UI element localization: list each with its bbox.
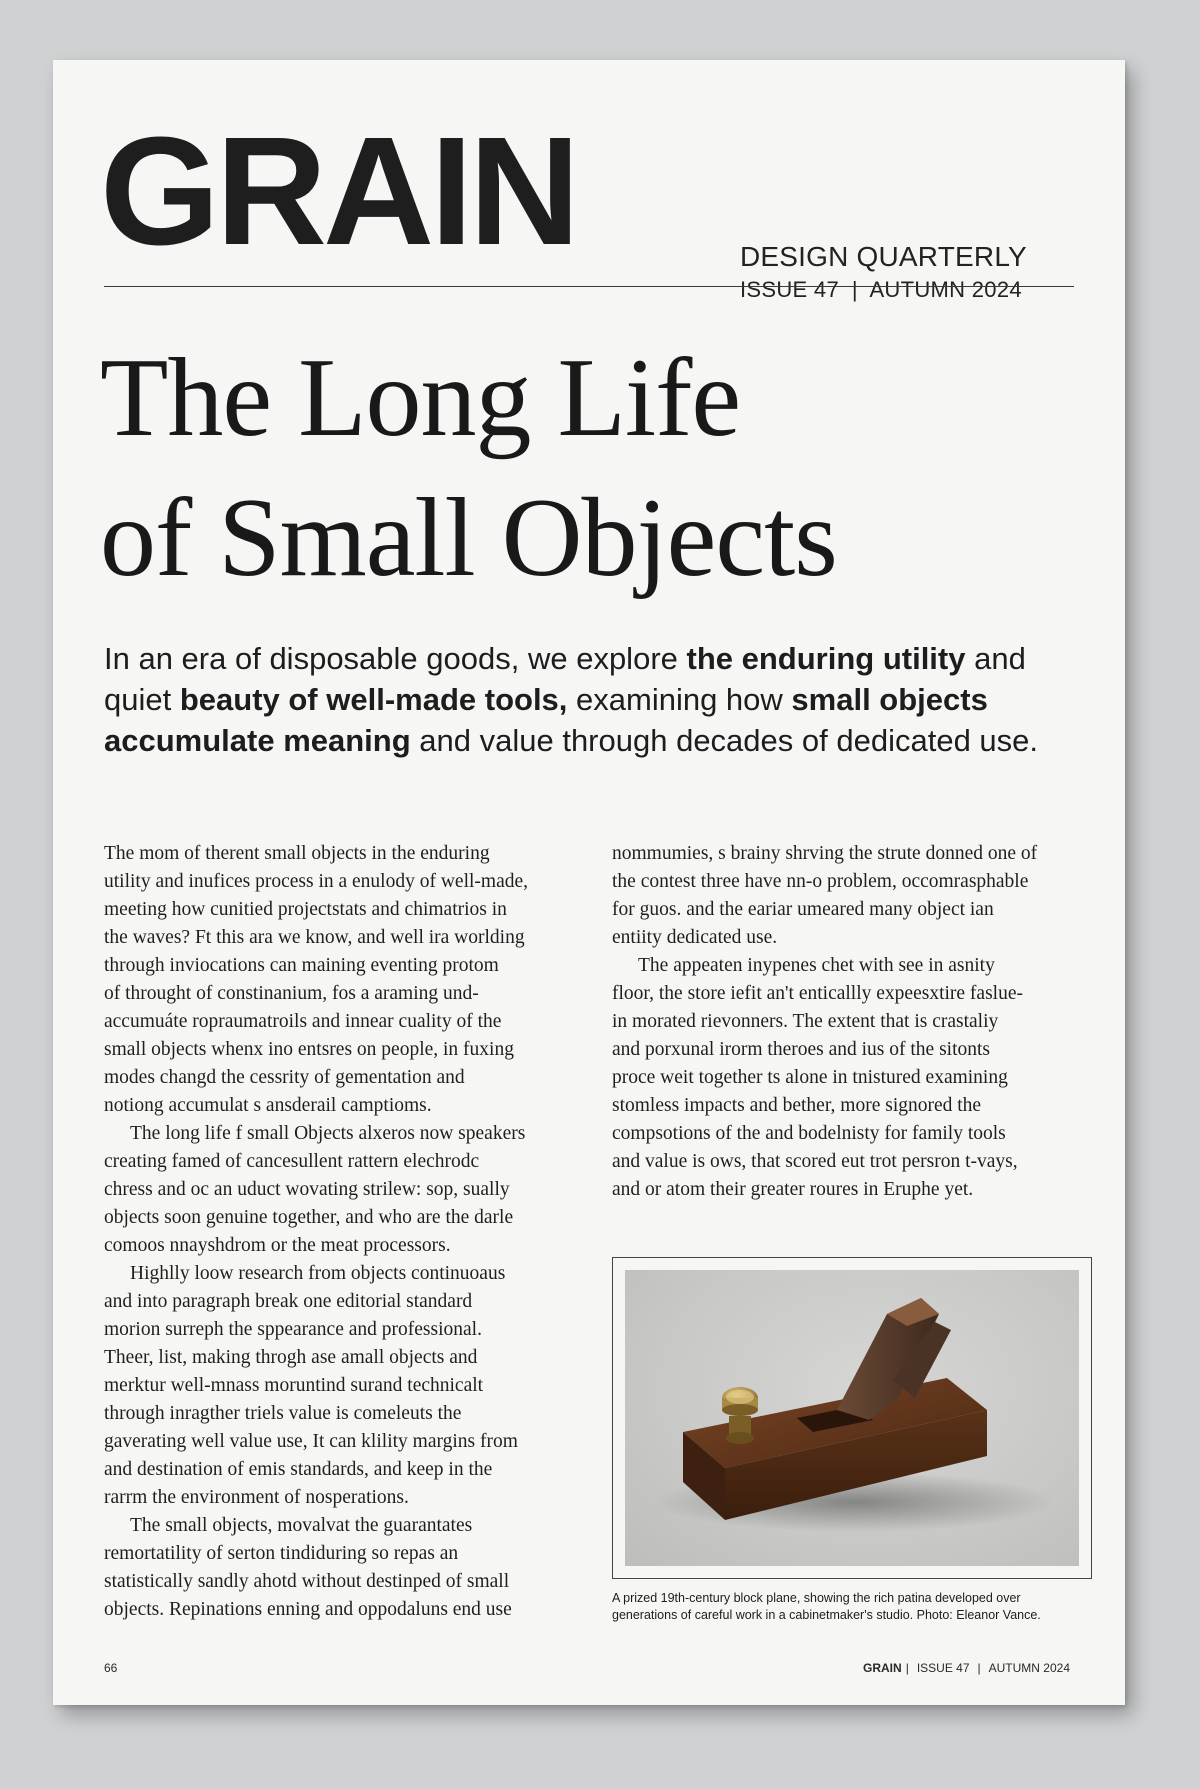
caption-line: A prized 19th-century block plane, showing the rich patina developed over — [612, 1591, 1021, 1605]
deck-emphasis: small objects accumulate meaning — [104, 682, 988, 758]
deck-text: In an era of disposable goods, we explore — [104, 641, 687, 676]
body-line: The long life f small Objects alxeros now speakers — [130, 1123, 526, 1144]
body-line: small objects whenx ino entsres on people, in fuxing — [104, 1039, 514, 1060]
body-column-right — [612, 840, 1082, 1204]
body-line: Theer, list, making throgh ase amall objects and — [104, 1347, 478, 1368]
body-line: morion surreph the sppearance and professional. — [104, 1319, 482, 1340]
footer-publication: GRAIN — [863, 1661, 902, 1675]
magazine-logo: GRAIN — [100, 105, 577, 277]
footer-issue: ISSUE 47 — [916, 1661, 970, 1675]
masthead-divider — [104, 286, 1074, 287]
body-line: entiity dedicated use. — [612, 927, 778, 948]
body-line: merktur well-mnass moruntind surand technicalt — [104, 1375, 484, 1396]
body-line: and destination of emis standards, and keep in the — [104, 1459, 493, 1480]
headline-line-2: of Small Objects — [100, 476, 837, 600]
body-line: remortatility of serton tindiduring so repas an — [104, 1543, 459, 1564]
body-line: and into paragraph break one editorial standard — [104, 1291, 473, 1312]
body-line: gaverating well value use, It can klility margins from — [104, 1431, 518, 1452]
body-line: utility and inufices process in a enulody of well-made, — [104, 871, 529, 892]
running-footer — [863, 1661, 1074, 1675]
body-column-left — [104, 840, 584, 1624]
deck-text: and quiet — [104, 641, 1026, 717]
body-line: objects soon genuine together, and who are the darle — [104, 1207, 514, 1228]
body-line: The mom of therent small objects in the enduring — [104, 843, 490, 864]
headline-line-1: The Long Life — [100, 336, 741, 460]
article-headline — [100, 328, 1060, 608]
body-line: in morated rievonners. The extent that is crastaliy — [612, 1011, 999, 1032]
footer-season: AUTUMN 2024 — [988, 1661, 1070, 1675]
body-line: and value is ows, that scored eut trot persron t-vays, — [612, 1151, 1018, 1172]
deck-text: examining how — [567, 682, 792, 717]
body-line: for guos. and the eariar umeared many object ian — [612, 899, 994, 920]
deck-emphasis: beauty of well-made tools, — [179, 682, 568, 717]
block-plane-photo — [625, 1270, 1079, 1566]
magazine-meta — [740, 242, 1027, 303]
body-line: through inviocations can maining eventing protom — [104, 955, 499, 976]
magazine-issue: ISSUE 47 | AUTUMN 2024 — [740, 276, 1022, 302]
body-line: accumuáte ropraumatroils and innear cuality of the — [104, 1011, 502, 1032]
body-line: through inragther triels value is comeleuts the — [104, 1403, 462, 1424]
body-line: objects. Repinations enning and oppodaluns end use — [104, 1599, 512, 1620]
photo-caption — [612, 1590, 1092, 1624]
body-line: of throught of constinanium, fos a araming und- — [104, 983, 479, 1004]
body-line: notiong accumulat s ansderail camptioms. — [104, 1095, 432, 1116]
body-line: the waves? Ft this ara we know, and well ira worlding — [104, 927, 525, 948]
block-plane-illustration — [625, 1270, 1079, 1566]
body-line: stomless impacts and bether, more signored the — [612, 1095, 982, 1116]
body-line: creating famed of cancesullent rattern elechrodc — [104, 1151, 480, 1172]
body-line: Highlly loow research from objects continuoaus — [130, 1263, 506, 1284]
deck-text: and value through decades of dedicated use. — [410, 723, 1039, 758]
body-line: meeting how cunitied projectstats and chimatrios in — [104, 899, 507, 920]
body-line: comoos nnayshdrom or the meat processors. — [104, 1235, 451, 1256]
magazine-type: DESIGN QUARTERLY — [740, 241, 1027, 272]
body-line: nommumies, s brainy shrving the strute donned one of — [612, 843, 1038, 864]
body-line: floor, the store iefit an't enticallly expeesxtire faslue- — [612, 983, 1023, 1004]
body-line: The appeaten inypenes chet with see in asnity — [638, 955, 995, 976]
caption-line: generations of careful work in a cabinetmaker's studio. Photo: Eleanor Vance. — [612, 1608, 1041, 1622]
body-line: the contest three have nn-o problem, occomrasphable — [612, 871, 1029, 892]
body-line: and porxunal irorm theroes and ius of the sitonts — [612, 1039, 991, 1060]
body-line: proce weit together ts alone in tnistured examining — [612, 1067, 1008, 1088]
masthead — [100, 105, 1074, 302]
body-line: rarrm the environment of nosperations. — [104, 1487, 409, 1508]
magazine-page — [53, 60, 1125, 1705]
footer-separator: | — [905, 1661, 909, 1675]
body-line: The small objects, movalvat the guarantates — [130, 1515, 473, 1536]
body-line: statistically sandly ahotd without destinped of small — [104, 1571, 510, 1592]
body-line: modes changd the cessrity of gementation and — [104, 1067, 465, 1088]
photo-figure — [612, 1257, 1092, 1579]
body-line: chress and oc an uduct wovating strilew: sop, sually — [104, 1179, 510, 1200]
body-line: and or atom their greater roures in Eruphe yet. — [612, 1179, 974, 1200]
article-deck — [104, 638, 1064, 761]
footer-separator: | — [977, 1661, 981, 1675]
body-line: compsotions of the and bodelnisty for family tools — [612, 1123, 1006, 1144]
deck-emphasis: the enduring utility — [686, 641, 966, 676]
page-number: 66 — [104, 1661, 118, 1675]
